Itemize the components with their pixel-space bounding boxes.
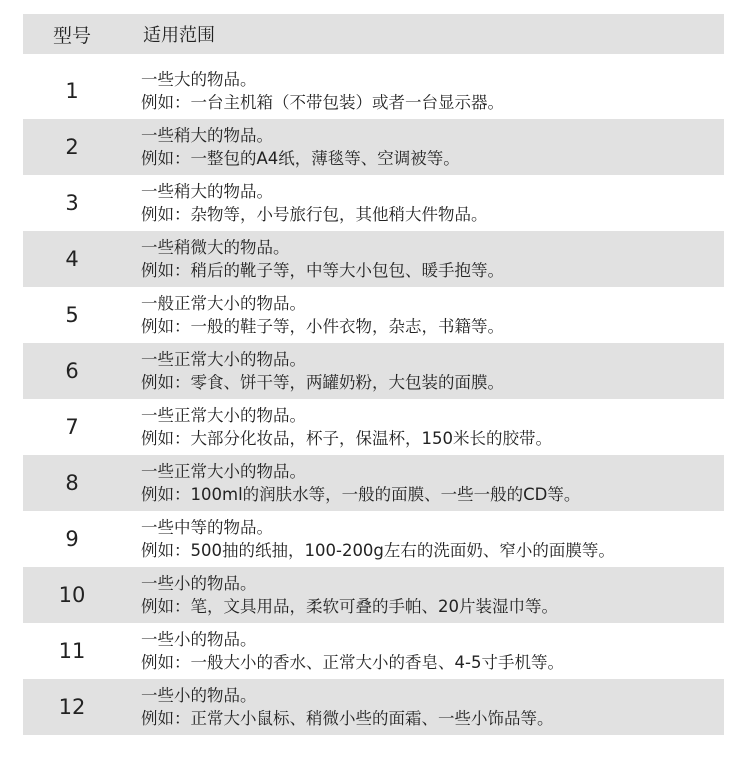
table-row [23, 455, 724, 511]
row-line1: 一些小的物品。 [141, 686, 257, 705]
table-row [23, 623, 724, 679]
row-line2: 例如：一般的鞋子等，小件衣物，杂志，书籍等。 [141, 317, 504, 336]
row-line2: 例如：笔，文具用品，柔软可叠的手帕、20片装湿巾等。 [141, 597, 558, 616]
row-number: 8 [65, 470, 79, 495]
row-description [121, 124, 460, 170]
row-description [121, 348, 504, 394]
row-line1: 一些正常大小的物品。 [141, 406, 306, 425]
row-number: 3 [65, 190, 79, 215]
row-line2: 例如：杂物等，小号旅行包，其他稍大件物品。 [141, 205, 488, 224]
table-row [23, 399, 724, 455]
table-row [23, 175, 724, 231]
row-line1: 一些大的物品。 [141, 70, 257, 89]
row-description [121, 68, 504, 114]
row-description [121, 404, 552, 450]
row-number: 4 [65, 246, 79, 271]
row-line1: 一些正常大小的物品。 [141, 350, 306, 369]
table-row [23, 63, 724, 119]
row-line1: 一些小的物品。 [141, 574, 257, 593]
row-number: 6 [65, 358, 79, 383]
row-description [121, 684, 554, 730]
row-description [121, 292, 504, 338]
row-line1: 一些稍微大的物品。 [141, 238, 290, 257]
table-row [23, 343, 724, 399]
row-description [121, 236, 504, 282]
header-model: 型号 [52, 24, 91, 47]
row-line2: 例如：一整包的A4纸，薄毯等、空调被等。 [141, 149, 460, 168]
row-number: 5 [65, 302, 79, 327]
row-line1: 一些稍大的物品。 [141, 182, 273, 201]
row-line1: 一些正常大小的物品。 [141, 462, 306, 481]
row-number: 12 [58, 694, 86, 719]
row-line2: 例如：正常大小鼠标、稍微小些的面霜、一些小饰品等。 [141, 709, 554, 728]
row-number: 2 [65, 134, 79, 159]
row-line2: 例如：100ml的润肤水等，一般的面膜、一些一般的CD等。 [141, 485, 581, 504]
table-header [23, 14, 724, 54]
row-line1: 一些小的物品。 [141, 630, 257, 649]
row-line1: 一般正常大小的物品。 [141, 294, 306, 313]
row-line2: 例如：一般大小的香水、正常大小的香皂、4-5寸手机等。 [141, 653, 564, 672]
header-range: 适用范围 [143, 25, 215, 46]
table-row [23, 679, 724, 735]
row-line2: 例如：大部分化妆品，杯子，保温杯，150米长的胶带。 [141, 429, 552, 448]
row-description [121, 628, 564, 674]
table-row [23, 567, 724, 623]
row-description [121, 180, 488, 226]
row-line1: 一些稍大的物品。 [141, 126, 273, 145]
header-gap [23, 54, 724, 63]
row-description [121, 460, 580, 506]
row-line2: 例如：500抽的纸抽，100-200g左右的洗面奶、窄小的面膜等。 [141, 541, 615, 560]
row-number: 7 [65, 414, 79, 439]
row-number: 1 [65, 78, 79, 103]
row-number: 10 [58, 582, 86, 607]
row-number: 9 [65, 526, 79, 551]
table-row [23, 511, 724, 567]
row-line2: 例如：零食、饼干等，两罐奶粉，大包装的面膜。 [141, 373, 504, 392]
table-row [23, 119, 724, 175]
row-line1: 一些中等的物品。 [141, 518, 273, 537]
size-table [23, 14, 724, 735]
row-line2: 例如：一台主机箱（不带包装）或者一台显示器。 [141, 93, 504, 112]
table-row [23, 231, 724, 287]
row-description [121, 572, 558, 618]
row-line2: 例如：稍后的靴子等，中等大小包包、暖手抱等。 [141, 261, 504, 280]
table-row [23, 287, 724, 343]
row-number: 11 [58, 638, 86, 663]
row-description [121, 516, 615, 562]
